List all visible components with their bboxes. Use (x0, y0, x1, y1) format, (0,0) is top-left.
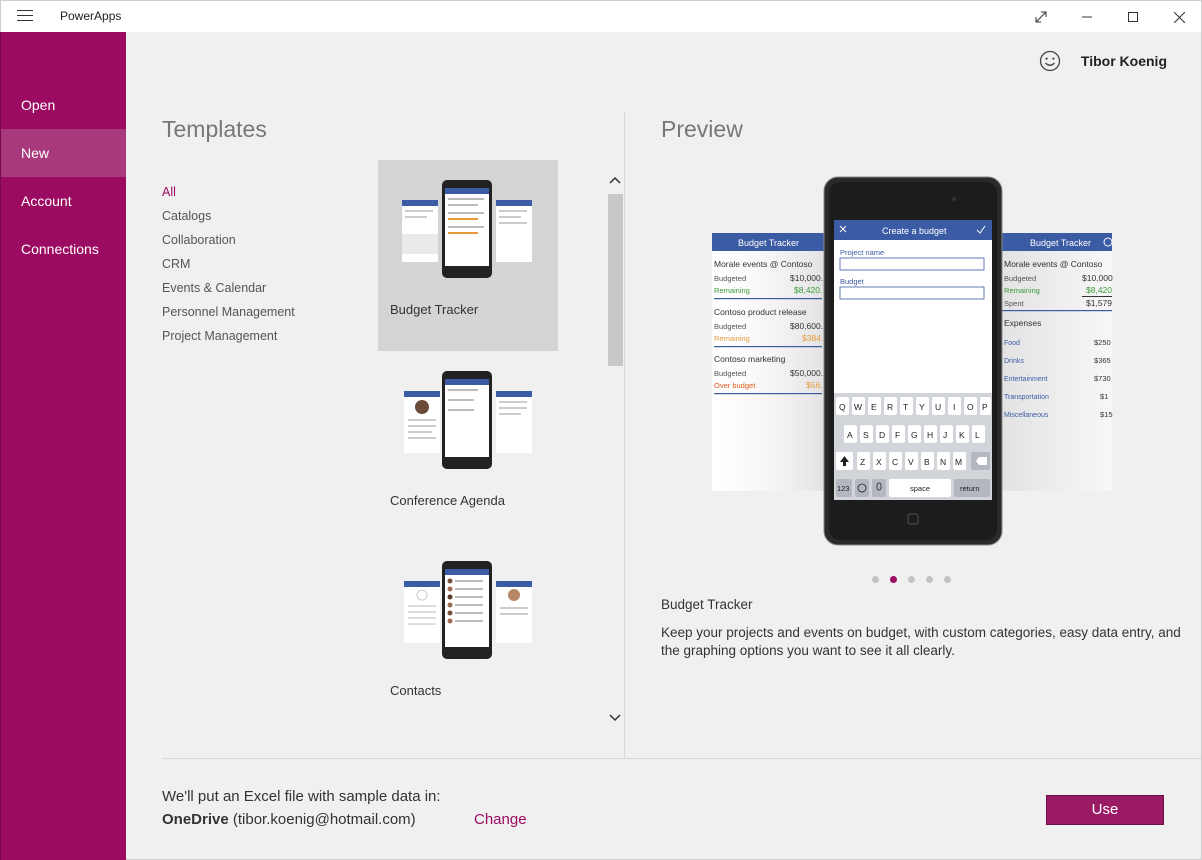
carousel-dot-active[interactable] (890, 576, 897, 583)
excel-note: We'll put an Excel file with sample data in: (162, 788, 441, 805)
svg-text:Z: Z (860, 457, 866, 467)
left-row-value: $80,600. (790, 321, 824, 331)
svg-text:G: G (911, 430, 918, 440)
template-card-contacts[interactable] (378, 541, 558, 732)
svg-text:D: D (879, 430, 886, 440)
left-row-value: $10,000. (790, 273, 824, 283)
svg-text:Y: Y (919, 402, 925, 412)
category-events-calendar[interactable]: Events & Calendar (162, 281, 267, 295)
preview-description: Keep your projects and events on budget, with custom categories, easy data entry, and the graphing options you want to see it all clearly. (661, 625, 1181, 658)
preview-heading: Preview (661, 116, 743, 142)
keyboard-row-2 (844, 425, 985, 443)
svg-text:A: A (847, 430, 853, 440)
right-value: $10,000 (1082, 273, 1113, 283)
template-label: Budget Tracker (390, 302, 479, 317)
left-panel-title: Budget Tracker (738, 238, 800, 248)
svg-text:S: S (863, 430, 869, 440)
right-value: $8,420 (1086, 285, 1112, 295)
minimize-button[interactable] (1064, 1, 1110, 33)
category-collaboration[interactable]: Collaboration (162, 233, 236, 247)
svg-text:B: B (924, 457, 930, 467)
expense-amount: $250 (1094, 338, 1111, 347)
close-icon (1174, 12, 1185, 23)
svg-text:N: N (940, 457, 947, 467)
preview-phone-image (712, 175, 1114, 547)
storage-service: OneDrive (162, 811, 229, 828)
sidebar-item-account[interactable]: Account (21, 193, 72, 209)
template-card-budget-tracker[interactable] (378, 160, 558, 351)
right-label: Budgeted (1004, 274, 1037, 283)
svg-text:R: R (887, 402, 894, 412)
user-name[interactable]: Tibor Koenig (1080, 53, 1167, 69)
right-panel-title: Budget Tracker (1030, 238, 1092, 248)
expense-amount: $15 (1100, 410, 1113, 419)
use-button[interactable]: Use (1046, 795, 1164, 825)
expense-name: Food (1004, 340, 1020, 347)
preview-title: Budget Tracker (661, 597, 753, 612)
sidebar-item-open[interactable]: Open (21, 97, 56, 113)
category-project-management[interactable]: Project Management (162, 329, 278, 343)
keyboard-row-4 (836, 479, 990, 497)
right-value: $1,579 (1086, 298, 1112, 308)
right-label: Remaining (1004, 286, 1040, 295)
left-row-name: Contoso marketing (714, 354, 786, 364)
left-row-name: Morale events @ Contoso (714, 259, 813, 269)
left-row-label: Budgeted (714, 369, 747, 378)
left-row-label: Remaining (714, 286, 750, 295)
svg-text:space: space (910, 484, 931, 493)
svg-text:V: V (908, 457, 914, 467)
carousel-dots (872, 576, 962, 583)
svg-text:I: I (953, 402, 956, 412)
svg-text:Q: Q (839, 402, 846, 412)
svg-text:M: M (955, 457, 963, 467)
category-all[interactable]: All (162, 185, 176, 199)
change-link[interactable]: Change (474, 811, 527, 828)
left-row-value: $50,000. (790, 368, 824, 378)
scroll-down-arrow-icon[interactable] (607, 710, 623, 726)
expense-name: Transportation (1004, 394, 1049, 401)
svg-text:L: L (975, 430, 980, 440)
carousel-dot[interactable] (908, 576, 915, 583)
svg-text:P: P (982, 402, 988, 412)
sidebar (0, 32, 126, 860)
svg-text:H: H (927, 430, 934, 440)
maximize-icon (1128, 12, 1138, 22)
template-label: Conference Agenda (390, 493, 505, 508)
hamburger-menu-icon[interactable] (17, 10, 33, 24)
phone-screen-title: Create a budget (882, 226, 947, 236)
phone-field-label: Budget (840, 277, 864, 286)
svg-text:X: X (876, 457, 882, 467)
app-title: PowerApps (60, 9, 122, 23)
svg-text:123: 123 (837, 484, 850, 493)
expand-icon (1035, 11, 1047, 23)
storage-account: (tibor.koenig@hotmail.com) (232, 811, 416, 828)
user-area (1039, 50, 1167, 72)
column-divider (624, 112, 625, 758)
svg-text:E: E (871, 402, 877, 412)
sidebar-item-connections[interactable]: Connections (21, 241, 99, 257)
right-label: Spent (1004, 299, 1024, 308)
left-row-label: Budgeted (714, 322, 747, 331)
carousel-dot[interactable] (944, 576, 951, 583)
left-row-label: Budgeted (714, 274, 747, 283)
left-row-label: Remaining (714, 334, 750, 343)
category-catalogs[interactable]: Catalogs (162, 209, 212, 223)
svg-text:W: W (854, 402, 863, 412)
category-list (162, 184, 295, 352)
right-row-name: Morale events @ Contoso (1004, 259, 1103, 269)
template-card-conference-agenda[interactable] (378, 351, 558, 542)
expenses-heading: Expenses (1004, 318, 1042, 328)
sidebar-item-new[interactable]: New (1, 129, 127, 177)
scrollbar-thumb[interactable] (608, 194, 623, 366)
main-content (126, 32, 1202, 860)
category-crm[interactable]: CRM (162, 257, 191, 271)
expense-amount: $365 (1094, 356, 1111, 365)
left-row-value: $8,420. (794, 285, 823, 295)
title-bar (0, 0, 1202, 32)
svg-text:O: O (967, 402, 974, 412)
category-personnel-management[interactable]: Personnel Management (162, 305, 295, 319)
svg-text:K: K (959, 430, 965, 440)
expense-name: Entertainment (1004, 376, 1048, 383)
fullscreen-button[interactable] (1018, 1, 1064, 33)
svg-text:F: F (895, 430, 901, 440)
expense-amount: $1 (1100, 392, 1109, 401)
contacts-thumbnail (402, 559, 534, 661)
left-row-value: $384. (802, 333, 824, 343)
carousel-dot[interactable] (872, 576, 879, 583)
budget-tracker-thumbnail (402, 178, 534, 280)
conference-agenda-thumbnail (402, 369, 534, 471)
expense-name: Miscellaneous (1004, 412, 1049, 419)
svg-text:U: U (935, 402, 942, 412)
storage-location (162, 811, 416, 828)
svg-text:return: return (960, 484, 980, 493)
svg-text:C: C (892, 457, 899, 467)
left-row-label: Over budget (714, 381, 756, 390)
templates-heading: Templates (162, 116, 267, 142)
left-row-value: $56. (806, 380, 823, 390)
scroll-up-arrow-icon[interactable] (607, 172, 623, 188)
expense-name: Drinks (1004, 358, 1024, 365)
left-row-name: Contoso product release (714, 307, 807, 317)
phone-field-label: Project name (840, 248, 885, 257)
minimize-icon (1082, 12, 1092, 22)
expense-amount: $730 (1094, 374, 1111, 383)
svg-text:T: T (903, 402, 909, 412)
template-label: Contacts (390, 683, 442, 698)
svg-text:J: J (943, 430, 948, 440)
feedback-smiley-icon[interactable] (1039, 50, 1061, 72)
carousel-dot[interactable] (926, 576, 933, 583)
footer-divider (162, 758, 1202, 759)
maximize-button[interactable] (1110, 1, 1156, 33)
close-button[interactable] (1156, 1, 1202, 33)
